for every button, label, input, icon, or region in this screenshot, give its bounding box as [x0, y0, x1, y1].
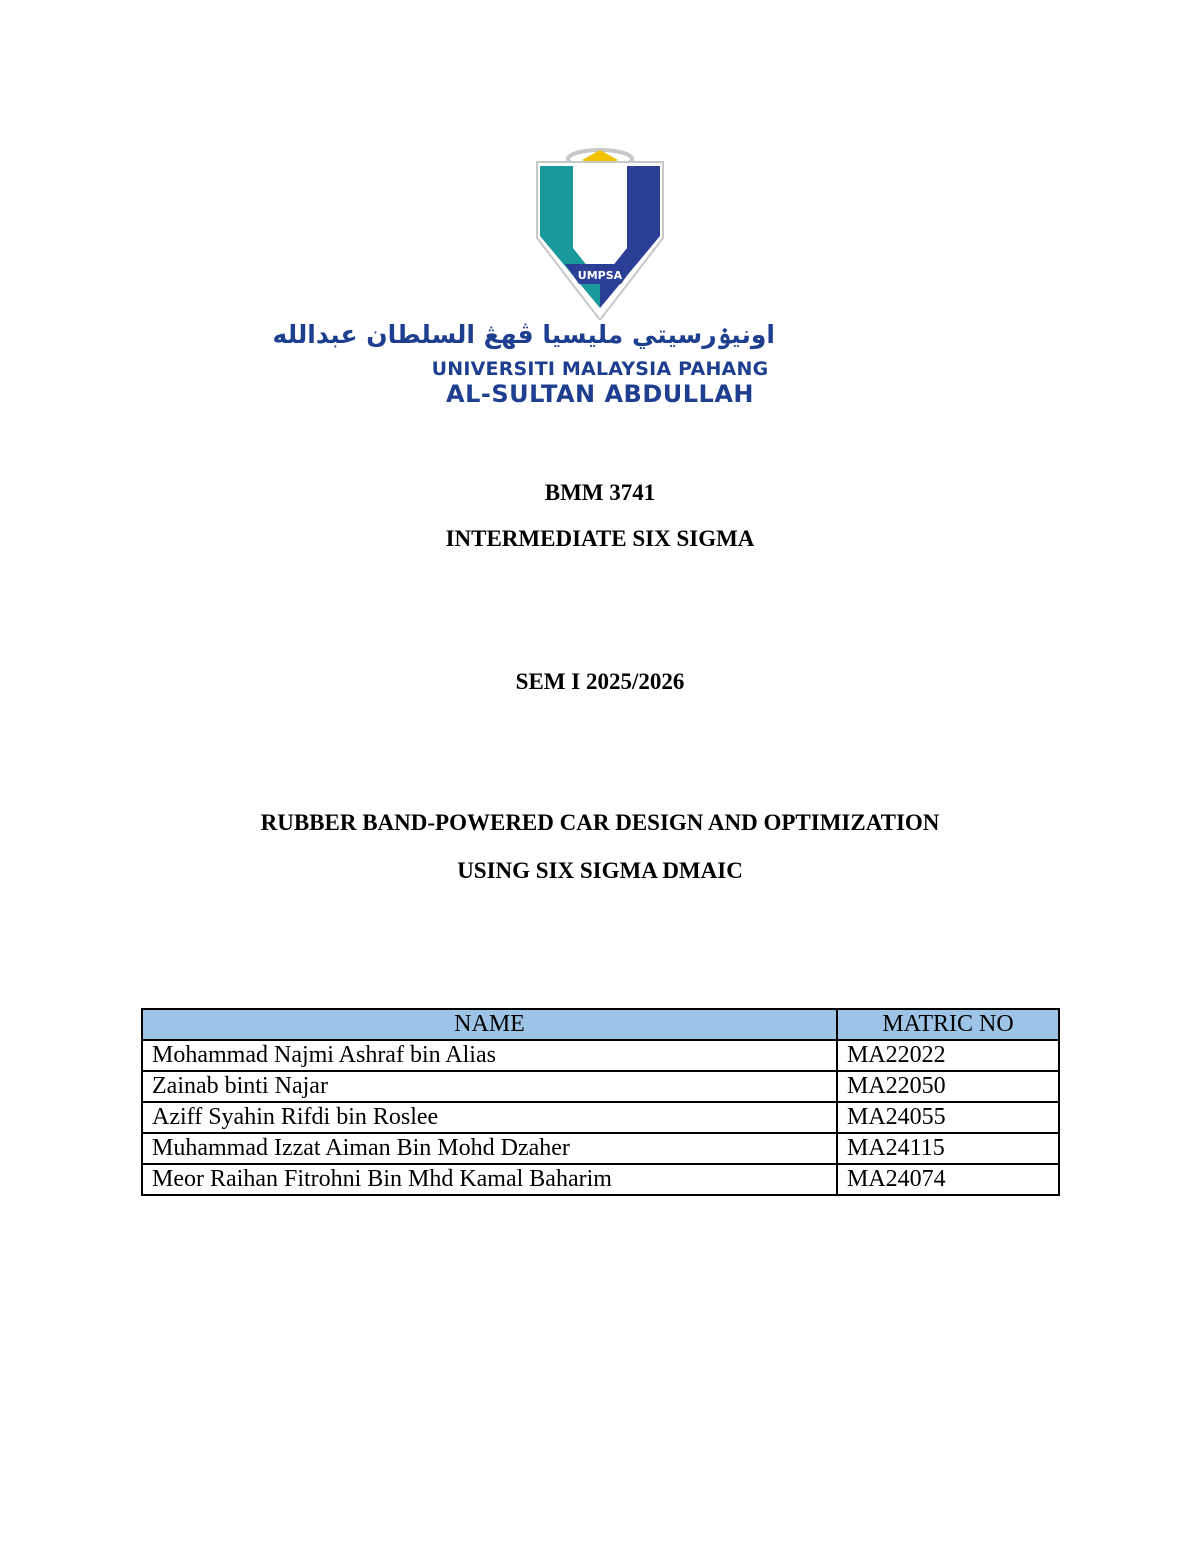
- table-row: [142, 1133, 1059, 1164]
- column-header-matric: MATRIC NO: [837, 1009, 1059, 1040]
- badge-text: UMPSA: [577, 269, 623, 282]
- logo-university-suffix: AL-SULTAN ABDULLAH: [446, 380, 754, 408]
- umpsa-shield-icon: [425, 140, 775, 320]
- member-name: Zainab binti Najar: [142, 1071, 837, 1102]
- member-name: Meor Raihan Fitrohni Bin Mhd Kamal Baharim: [142, 1164, 837, 1195]
- member-table: [141, 1008, 1060, 1196]
- table-row: [142, 1040, 1059, 1071]
- university-logo: [272, 140, 775, 410]
- member-matric: MA24055: [837, 1102, 1059, 1133]
- member-name: Mohammad Najmi Ashraf bin Alias: [142, 1040, 837, 1071]
- project-title-line1: RUBBER BAND-POWERED CAR DESIGN AND OPTIMIZATION: [260, 810, 940, 835]
- table-row: [142, 1102, 1059, 1133]
- member-table-header: [142, 1009, 1059, 1040]
- table-row: [142, 1071, 1059, 1102]
- member-matric: MA24115: [837, 1133, 1059, 1164]
- member-matric: MA24074: [837, 1164, 1059, 1195]
- project-title-line2: USING SIX SIGMA DMAIC: [457, 858, 743, 883]
- course-name: INTERMEDIATE SIX SIGMA: [445, 526, 755, 551]
- logo-university-name: UNIVERSITI MALAYSIA PAHANG: [431, 358, 769, 380]
- member-name: Aziff Syahin Rifdi bin Roslee: [142, 1102, 837, 1133]
- column-header-name: NAME: [142, 1009, 837, 1040]
- logo-arabic-name: اونيۏرسيتي مليسيا ڤهڠ السلطان عبدالله: [272, 320, 775, 349]
- member-name: Muhammad Izzat Aiman Bin Mohd Dzaher: [142, 1133, 837, 1164]
- member-matric: MA22022: [837, 1040, 1059, 1071]
- course-code: BMM 3741: [544, 480, 656, 505]
- table-row: [142, 1164, 1059, 1195]
- semester: SEM I 2025/2026: [515, 669, 685, 694]
- member-matric: MA22050: [837, 1071, 1059, 1102]
